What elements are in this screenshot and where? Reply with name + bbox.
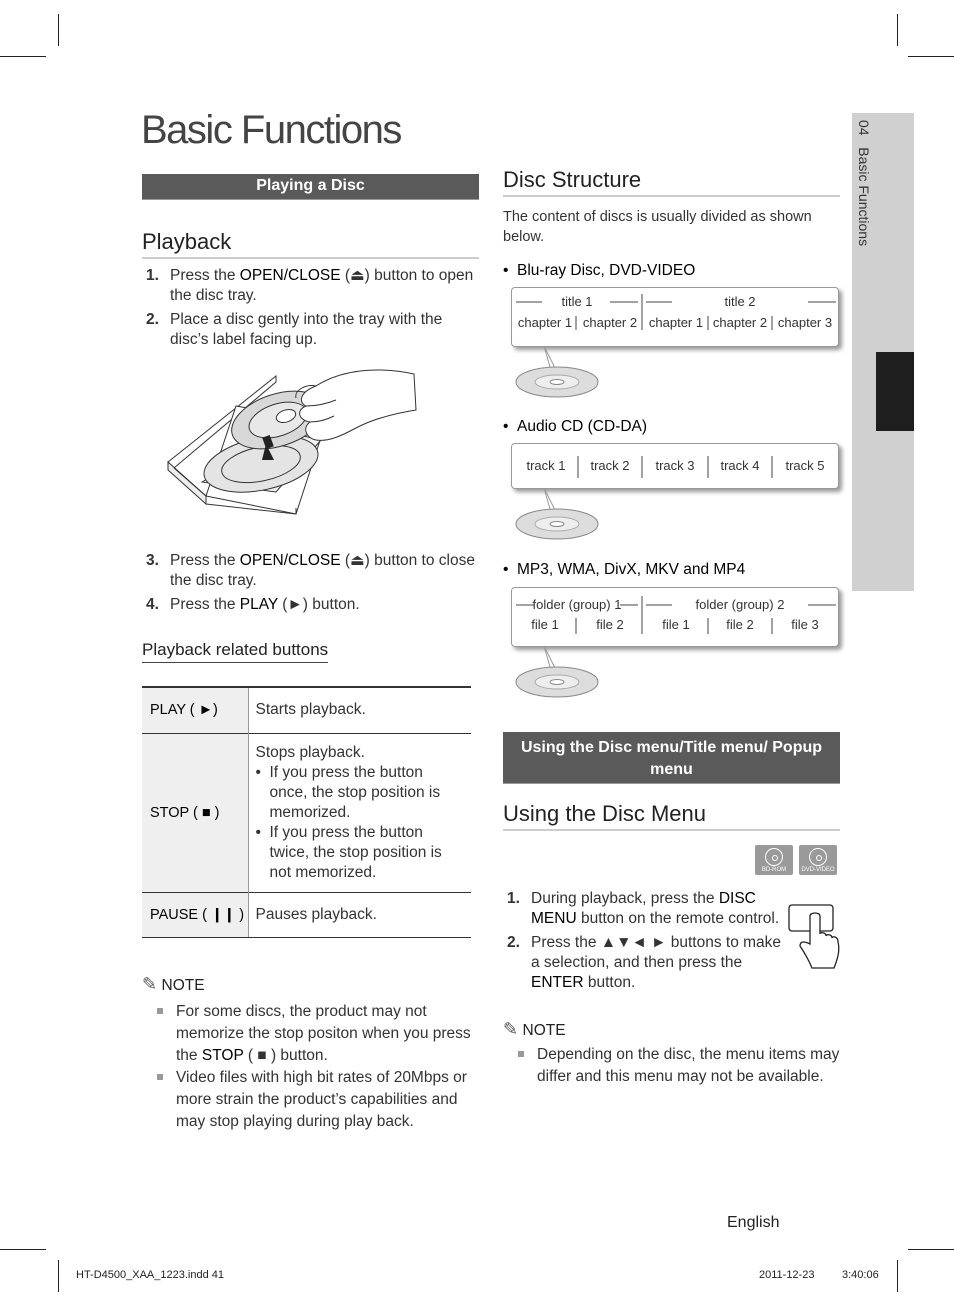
crop-mark: [58, 14, 59, 46]
playback-steps-1: [142, 266, 477, 354]
playback-buttons-table: [142, 686, 471, 938]
button-desc-stop: Stops playback. • If you press the button once, the stop position is memorized. • If you press the button twice, the stop position is not memorized.: [248, 733, 471, 892]
file-label: file 2: [596, 617, 624, 632]
disc-structure-intro: The content of discs is usually divided as shown below.: [503, 209, 812, 245]
crop-mark: [897, 14, 898, 46]
dvd-video-badge: DVD-VIDEO: [799, 845, 837, 875]
pencil-icon: ✎: [142, 974, 158, 994]
disc-icon: [514, 646, 604, 700]
file-label: file 1: [662, 617, 690, 632]
disc-icon: [514, 488, 604, 542]
step-1: 1. Press the OPEN/CLOSE (⏏) button to open the disc tray.: [146, 267, 474, 304]
table-row: [142, 892, 471, 937]
table-row: [142, 733, 471, 892]
chapter-label: chapter 3: [777, 315, 833, 330]
language-label: English: [727, 1214, 780, 1231]
step-4: 4. Press the PLAY (►) button.: [146, 596, 360, 613]
chapter-label: chapter 2: [582, 315, 638, 330]
subheading-related-buttons: Playback related buttons: [142, 640, 328, 663]
heading-playback: Playback: [142, 229, 479, 259]
track-label: track 4: [720, 458, 760, 473]
chapter-label: chapter 1: [648, 315, 704, 330]
disc-tray-illustration: [166, 362, 422, 516]
folder-label: folder (group) 2: [695, 597, 785, 612]
title-label: title 2: [724, 294, 756, 309]
section-bar-playing-disc: Playing a Disc: [142, 174, 479, 200]
track-label: track 1: [526, 458, 566, 473]
crop-mark: [58, 1260, 59, 1292]
disc-menu-steps: [503, 889, 787, 997]
button-desc-pause: Pauses playback.: [248, 892, 471, 937]
crop-mark: [908, 1249, 954, 1250]
list-item: • If you press the button twice, the stop position is not memorized.: [256, 823, 466, 883]
chapter-side-marker: [876, 352, 914, 431]
section-bar-disc-menu: Using the Disc menu/Title menu/ Popup menu: [503, 732, 840, 784]
step-1: 1. During playback, press the DISC MENU button on the remote control.: [507, 890, 780, 927]
note-header-left: ✎ NOTE: [142, 974, 205, 994]
bluray-structure-box: [511, 287, 839, 347]
crop-mark: [897, 1260, 898, 1292]
page-title: Basic Functions: [141, 108, 401, 152]
crop-mark: [908, 56, 954, 57]
button-name-play: PLAY ( ►): [142, 687, 248, 733]
crop-mark: [0, 1249, 46, 1250]
track-label: track 5: [785, 458, 825, 473]
footer-time: 3:40:06: [842, 1269, 879, 1281]
note-header-right: ✎ NOTE: [503, 1019, 566, 1039]
folder-label: folder (group) 1: [532, 597, 622, 612]
label-audio-cd: • Audio CD (CD-DA): [503, 418, 647, 436]
structure-arrows: [512, 444, 840, 490]
heading-disc-structure: Disc Structure: [503, 167, 840, 197]
track-label: track 2: [590, 458, 630, 473]
footer-date: 2011-12-23: [759, 1269, 815, 1281]
label-mp3: • MP3, WMA, DivX, MKV and MP4: [503, 561, 745, 579]
file-label: file 2: [726, 617, 754, 632]
title-label: title 1: [561, 294, 593, 309]
footer-file: HT-D4500_XAA_1223.indd 41: [76, 1269, 224, 1281]
track-label: track 3: [655, 458, 695, 473]
playback-steps-2: [142, 551, 477, 619]
button-desc-play: Starts playback.: [248, 687, 471, 733]
button-name-stop: STOP ( ■ ): [142, 733, 248, 892]
note-list-left: [156, 1001, 482, 1133]
mp3-structure-box: [511, 587, 839, 647]
note-item: Depending on the disc, the menu items may differ and this menu may not be available.: [517, 1044, 843, 1088]
structure-arrows: [512, 588, 840, 648]
button-name-pause: PAUSE ( ❙❙ ): [142, 892, 248, 937]
note-item: Video files with high bit rates of 20Mbps or more strain the product’s capabilities and may stop playing during play back.: [156, 1067, 482, 1133]
heading-disc-menu: Using the Disc Menu: [503, 801, 840, 831]
step-3: 3. Press the OPEN/CLOSE (⏏) button to close the disc tray.: [146, 552, 475, 589]
disc-icon: [514, 346, 604, 400]
file-label: file 1: [531, 617, 559, 632]
bd-rom-badge: BD-ROM: [755, 845, 793, 875]
side-tab-label: 04 Basic Functions: [856, 120, 872, 247]
table-row: [142, 687, 471, 733]
structure-arrows: [512, 288, 840, 348]
file-label: file 3: [791, 617, 819, 632]
pencil-icon: ✎: [503, 1019, 519, 1039]
disc-icon: [809, 848, 827, 866]
remote-press-icon: [788, 902, 842, 972]
note-list-right: [517, 1044, 843, 1088]
step-2: 2. Press the ▲▼◄ ► buttons to make a selection, and then press the ENTER button.: [507, 934, 782, 991]
audio-cd-structure-box: [511, 443, 839, 489]
label-bluray: • Blu-ray Disc, DVD-VIDEO: [503, 262, 695, 280]
crop-mark: [0, 56, 46, 57]
disc-icon: [765, 848, 783, 866]
chapter-label: chapter 2: [712, 315, 768, 330]
step-2: 2. Place a disc gently into the tray with the disc’s label facing up.: [146, 311, 443, 348]
note-item: For some discs, the product may not memorize the stop positon when you press the STOP ( ■ ) button.: [156, 1001, 482, 1067]
chapter-label: chapter 1: [517, 315, 573, 330]
list-item: • If you press the button once, the stop position is memorized.: [256, 763, 466, 823]
